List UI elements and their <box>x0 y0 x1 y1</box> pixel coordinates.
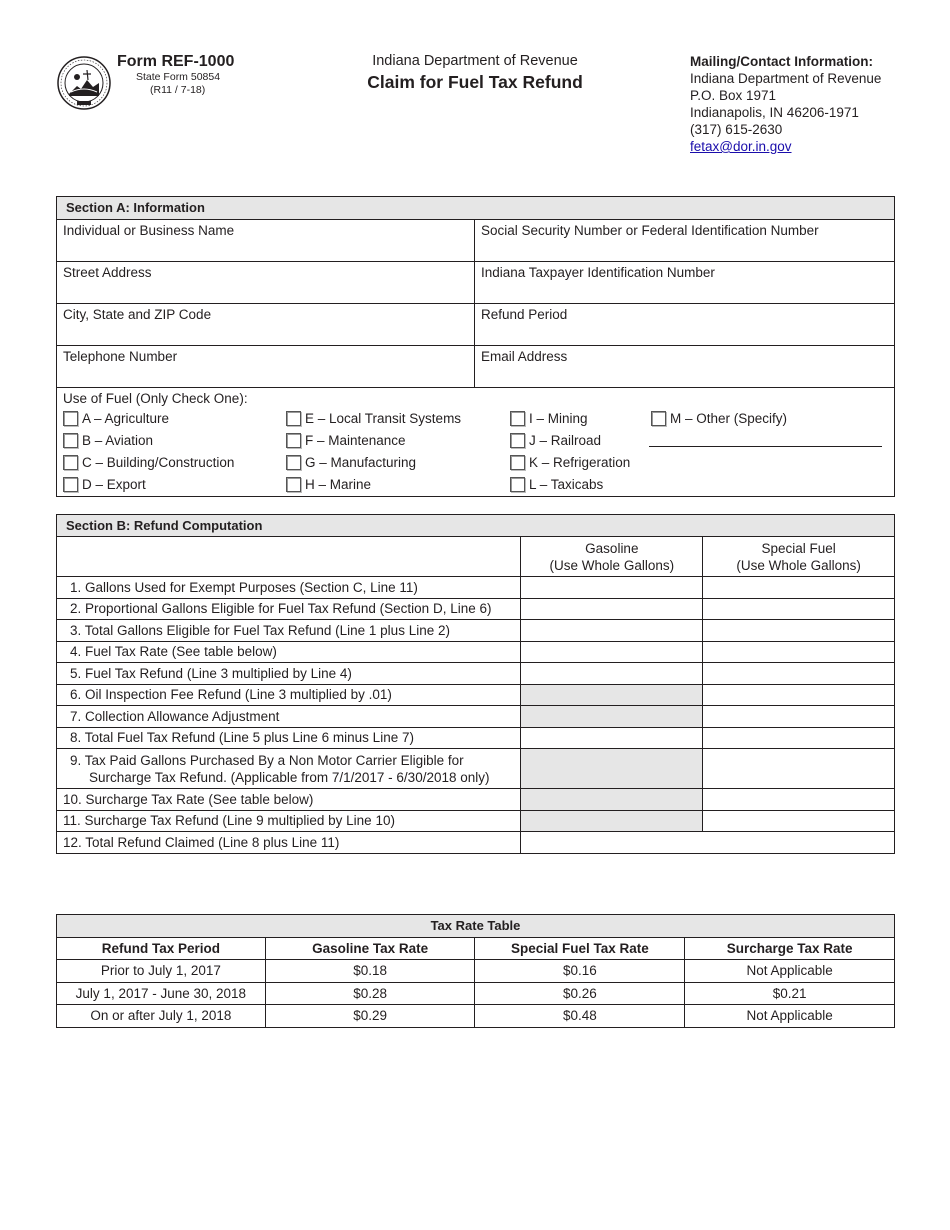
special-fuel-column-header: Special Fuel (Use Whole Gallons) <box>703 537 895 577</box>
gasoline-column-header: Gasoline (Use Whole Gallons) <box>521 537 703 577</box>
checkbox[interactable] <box>286 433 301 448</box>
table-cell: $0.18 <box>265 960 475 983</box>
line-9-label: 9. Tax Paid Gallons Purchased By a Non Motor Carrier Eligible for Surcharge Tax Refund. (Applicable from 7/1/2017 - 6/30/2018 only) <box>57 749 521 789</box>
section-a <box>56 196 895 497</box>
table-cell: $0.26 <box>475 982 685 1005</box>
contact-line2: P.O. Box 1971 <box>690 88 777 103</box>
rate-table-title-row <box>57 915 895 938</box>
line-6-label: 6. Oil Inspection Fee Refund (Line 3 multiplied by .01) <box>57 684 521 706</box>
table-row <box>57 598 895 620</box>
line-10-gasoline-shaded <box>521 789 703 811</box>
checkbox[interactable] <box>286 455 301 470</box>
checkbox[interactable] <box>286 477 301 492</box>
city-state-zip-field[interactable]: City, State and ZIP Code <box>63 307 212 322</box>
line-2-label: 2. Proportional Gallons Eligible for Fuel Tax Refund (Section D, Line 6) <box>57 598 521 620</box>
blank-header <box>57 537 521 577</box>
line-2-gasoline-input[interactable] <box>521 598 703 620</box>
table-cell: Prior to July 1, 2017 <box>57 960 266 983</box>
line-4-label: 4. Fuel Tax Rate (See table below) <box>57 641 521 663</box>
table-row <box>57 577 895 599</box>
line-12-total-input[interactable] <box>521 832 895 854</box>
name-field[interactable]: Individual or Business Name <box>63 223 235 238</box>
title-block <box>300 53 650 93</box>
line-5-gasoline-input[interactable] <box>521 663 703 685</box>
table-cell: $0.29 <box>265 1005 475 1028</box>
divider <box>56 387 895 388</box>
fuel-use-option-g[interactable]: G – Manufacturing <box>286 455 416 470</box>
checkbox[interactable] <box>63 477 78 492</box>
page-title: Claim for Fuel Tax Refund <box>367 72 583 92</box>
line-5-special-input[interactable] <box>703 663 895 685</box>
table-row <box>57 727 895 749</box>
line-8-special-input[interactable] <box>703 727 895 749</box>
refund-computation-table <box>56 536 895 854</box>
line-8-label: 8. Total Fuel Tax Refund (Line 5 plus Line 6 minus Line 7) <box>57 727 521 749</box>
fuel-use-option-b[interactable]: B – Aviation <box>63 433 153 448</box>
column-header: Surcharge Tax Rate <box>685 937 895 960</box>
section-b-title: Section B: Refund Computation <box>56 514 895 537</box>
column-header: Gasoline Tax Rate <box>265 937 475 960</box>
column-header: Special Fuel Tax Rate <box>475 937 685 960</box>
checkbox[interactable] <box>63 411 78 426</box>
tax-rate-table <box>56 914 895 1028</box>
table-cell: $0.28 <box>265 982 475 1005</box>
line-6-special-input[interactable] <box>703 684 895 706</box>
line-3-special-input[interactable] <box>703 620 895 642</box>
table-row <box>57 663 895 685</box>
fuel-use-option-m[interactable]: M – Other (Specify) <box>651 411 787 426</box>
checkbox[interactable] <box>510 455 525 470</box>
checkbox[interactable] <box>510 411 525 426</box>
line-11-label: 11. Surcharge Tax Refund (Line 9 multiplied by Line 10) <box>57 810 521 832</box>
use-of-fuel-label: Use of Fuel (Only Check One): <box>63 391 248 406</box>
fuel-use-option-f[interactable]: F – Maintenance <box>286 433 406 448</box>
line-1-gasoline-input[interactable] <box>521 577 703 599</box>
checkbox[interactable] <box>286 411 301 426</box>
fuel-use-option-e[interactable]: E – Local Transit Systems <box>286 411 461 426</box>
table-row <box>57 641 895 663</box>
line-1-special-input[interactable] <box>703 577 895 599</box>
table-row <box>57 749 895 789</box>
refund-period-field[interactable]: Refund Period <box>481 307 568 322</box>
divider <box>56 261 895 262</box>
contact-line1: Indiana Department of Revenue <box>690 71 882 86</box>
checkbox[interactable] <box>651 411 666 426</box>
table-row <box>57 706 895 728</box>
line-5-label: 5. Fuel Tax Refund (Line 3 multiplied by Line 4) <box>57 663 521 685</box>
table-cell: On or after July 1, 2018 <box>57 1005 266 1028</box>
state-form-number: State Form 50854 <box>136 71 221 83</box>
table-cell: July 1, 2017 - June 30, 2018 <box>57 982 266 1005</box>
fuel-use-option-c[interactable]: C – Building/Construction <box>63 455 234 470</box>
line-7-gasoline-shaded <box>521 706 703 728</box>
street-address-field[interactable]: Street Address <box>63 265 152 280</box>
line-11-gasoline-shaded <box>521 810 703 832</box>
form-number: Form REF-1000 <box>117 53 235 70</box>
checkbox[interactable] <box>510 433 525 448</box>
line-1-label: 1. Gallons Used for Exempt Purposes (Section C, Line 11) <box>57 577 521 599</box>
table-header-row <box>57 537 895 577</box>
fuel-use-option-a[interactable]: A – Agriculture <box>63 411 169 426</box>
fuel-use-option-d[interactable]: D – Export <box>63 477 146 492</box>
checkbox[interactable] <box>510 477 525 492</box>
table-cell: Not Applicable <box>685 960 895 983</box>
table-cell: $0.16 <box>475 960 685 983</box>
form-header <box>117 53 234 97</box>
table-cell: Not Applicable <box>685 1005 895 1028</box>
department-name: Indiana Department of Revenue <box>372 53 578 69</box>
fuel-use-option-j[interactable]: J – Railroad <box>510 433 601 448</box>
other-specify-input[interactable] <box>649 446 882 447</box>
section-a-title: Section A: Information <box>57 197 894 220</box>
contact-title: Mailing/Contact Information: <box>690 54 873 69</box>
contact-email-link[interactable]: fetax@dor.in.gov <box>690 139 792 154</box>
table-cell: $0.21 <box>685 982 895 1005</box>
table-cell: $0.48 <box>475 1005 685 1028</box>
line-10-label: 10. Surcharge Tax Rate (See table below) <box>57 789 521 811</box>
table-row <box>57 789 895 811</box>
line-2-special-input[interactable] <box>703 598 895 620</box>
line-4-special-input[interactable] <box>703 641 895 663</box>
state-seal-icon <box>57 56 111 110</box>
taxpayer-id-field[interactable]: Indiana Taxpayer Identification Number <box>481 265 715 280</box>
contact-phone: (317) 615-2630 <box>690 122 783 137</box>
line-9-special-input[interactable] <box>703 749 895 789</box>
table-row <box>57 620 895 642</box>
line-10-special-input[interactable] <box>703 789 895 811</box>
checkbox[interactable] <box>63 455 78 470</box>
telephone-field[interactable]: Telephone Number <box>63 349 178 364</box>
line-7-special-input[interactable] <box>703 706 895 728</box>
line-6-gasoline-shaded <box>521 684 703 706</box>
table-row <box>57 1005 895 1028</box>
fuel-use-option-i[interactable]: I – Mining <box>510 411 588 426</box>
line-7-label: 7. Collection Allowance Adjustment <box>57 706 521 728</box>
rate-table-header-row <box>57 937 895 960</box>
line-11-special-input[interactable] <box>703 810 895 832</box>
line-8-gasoline-input[interactable] <box>521 727 703 749</box>
revision: (R11 / 7-18) <box>150 84 206 96</box>
line-12-label: 12. Total Refund Claimed (Line 8 plus Line 11) <box>57 832 521 854</box>
contact-block <box>690 53 881 155</box>
checkbox[interactable] <box>63 433 78 448</box>
line-3-label: 3. Total Gallons Eligible for Fuel Tax Refund (Line 1 plus Line 2) <box>57 620 521 642</box>
table-row <box>57 684 895 706</box>
ssn-field[interactable]: Social Security Number or Federal Identification Number <box>481 223 819 238</box>
fuel-use-option-l[interactable]: L – Taxicabs <box>510 477 603 492</box>
table-row <box>57 832 895 854</box>
line-9-gasoline-shaded <box>521 749 703 789</box>
divider <box>56 345 895 346</box>
divider <box>56 303 895 304</box>
table-row <box>57 982 895 1005</box>
column-header: Refund Tax Period <box>57 937 266 960</box>
email-field[interactable]: Email Address <box>481 349 568 364</box>
table-row <box>57 810 895 832</box>
table-row <box>57 960 895 983</box>
contact-line3: Indianapolis, IN 46206-1971 <box>690 105 859 120</box>
fuel-use-option-h[interactable]: H – Marine <box>286 477 371 492</box>
fuel-use-option-k[interactable]: K – Refrigeration <box>510 455 630 470</box>
rate-table-title: Tax Rate Table <box>57 915 895 938</box>
line-3-gasoline-input[interactable] <box>521 620 703 642</box>
line-4-gasoline-input[interactable] <box>521 641 703 663</box>
